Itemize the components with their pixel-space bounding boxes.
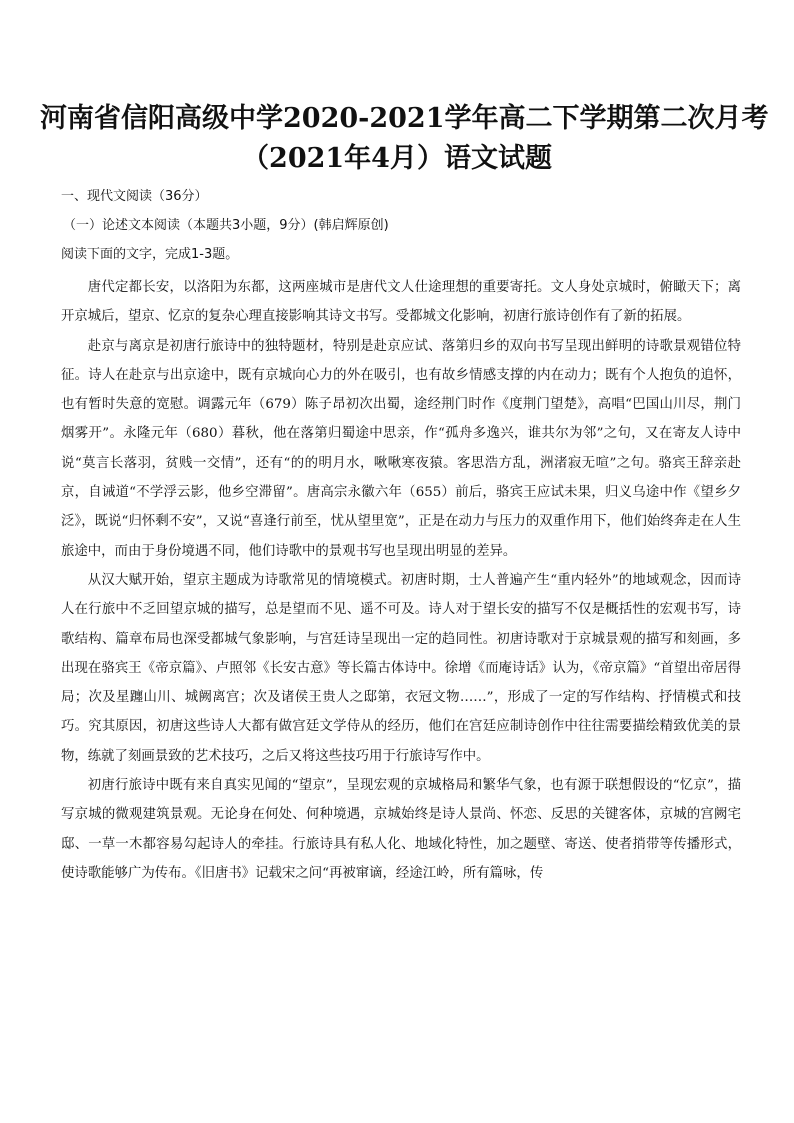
passage-paragraph: 赴京与离京是初唐行旅诗中的独特题材，特别是赴京应试、落第归乡的双向书写呈现出鲜明的诗歌景观错位特征。诗人在赴京与出京途中，既有京城向心力的外在吸引，也有故乡情感支撑的内在动力；既有个人抱负的追怀，也有暂时失意的宽慰。调露元年（679）陈子昂初次出蜀，途经荆门时作《度荆门望楚》，高唱“巴国山川尽，荆门烟雾开”。永隆元年（680）暮秋，他在落第归蜀途中思亲，作“孤舟多逸兴，谁共尔为邻”之句，又在寄友人诗中说“莫言长落羽，贫贱一交情”，还有“的的明月水，啾啾寒夜猿。客思浩方乱，洲渚寂无喧”之句。骆宾王辞亲赴京，自诫道“不学浮云影，他乡空滞留”。唐高宗永徽六年（655）前后，骆宾王应试未果，归义乌途中作《望乡夕泛》，既说“归怀剩不安”，又说“喜逢行前至，忧从望里宽”，正是在动力与压力的双重作用下，他们始终奔走在人生旅途中，而由于身份境遇不同，他们诗歌中的景观书写也呈现出明显的差异。 (61, 338, 741, 559)
subsection-heading: （一）论述文本阅读（本题共3小题，9分）(韩启辉原创) (63, 218, 389, 233)
passage-paragraph: 唐代定都长安，以洛阳为东都，这两座城市是唐代文人仕途理想的重要寄托。文人身处京城时，俯瞰天下；离开京城后，望京、忆京的复杂心理直接影响其诗文书写。受都城文化影响，初唐行旅诗创作有了新的拓展。 (61, 280, 741, 325)
reading-instruction: 阅读下面的文字，完成1-3题。 (61, 247, 239, 262)
exam-title-line1: 河南省信阳高级中学2020-2021学年高二下学期第二次月考 (40, 103, 769, 134)
passage-paragraph: 初唐行旅诗中既有来自真实见闻的“望京”，呈现宏观的京城格局和繁华气象，也有源于联想假设的“忆京”，描写京城的微观建筑景观。无论身在何处、何种境遇，京城始终是诗人景尚、怀恋、反思的关键客体，京城的宫阙宅邸、一草一木都容易勾起诗人的牵挂。行旅诗具有私人化、地域化特性，加之题壁、寄送、使者捎带等传播形式，使诗歌能够广为传布。《旧唐书》记载宋之问“再被窜谪，经途江岭，所有篇咏，传 (61, 778, 741, 881)
passage-paragraph: 从汉大赋开始，望京主题成为诗歌常见的情境模式。初唐时期，士人普遍产生“重内轻外”的地域观念，因而诗人在行旅中不乏回望京城的描写，总是望而不见、遥不可及。诗人对于望长安的描写不仅是概括性的宏观书写，诗歌结构、篇章布局也深受都城气象影响，与宫廷诗呈现出一定的趋同性。初唐诗歌对于京城景观的描写和刻画，多出现在骆宾王《帝京篇》、卢照邻《长安古意》等长篇古体诗中。徐增《而庵诗话》认为，《帝京篇》“首望出帝居得局；次及星躔山川、城阙离宫；次及诸侯王贵人之邸第，衣冠文物……”，形成了一定的写作结构、抒情模式和技巧。究其原因，初唐这些诗人大都有做宫廷文学侍从的经历，他们在宫廷应制诗创作中往往需要描绘精致优美的景物，练就了刻画景致的艺术技巧，之后又将这些技巧用于行旅诗写作中。 (61, 572, 741, 764)
section-heading: 一、现代文阅读（36分） (61, 189, 208, 204)
reading-passage (61, 273, 741, 888)
exam-title-line2: （2021年4月）语文试题 (242, 143, 552, 174)
